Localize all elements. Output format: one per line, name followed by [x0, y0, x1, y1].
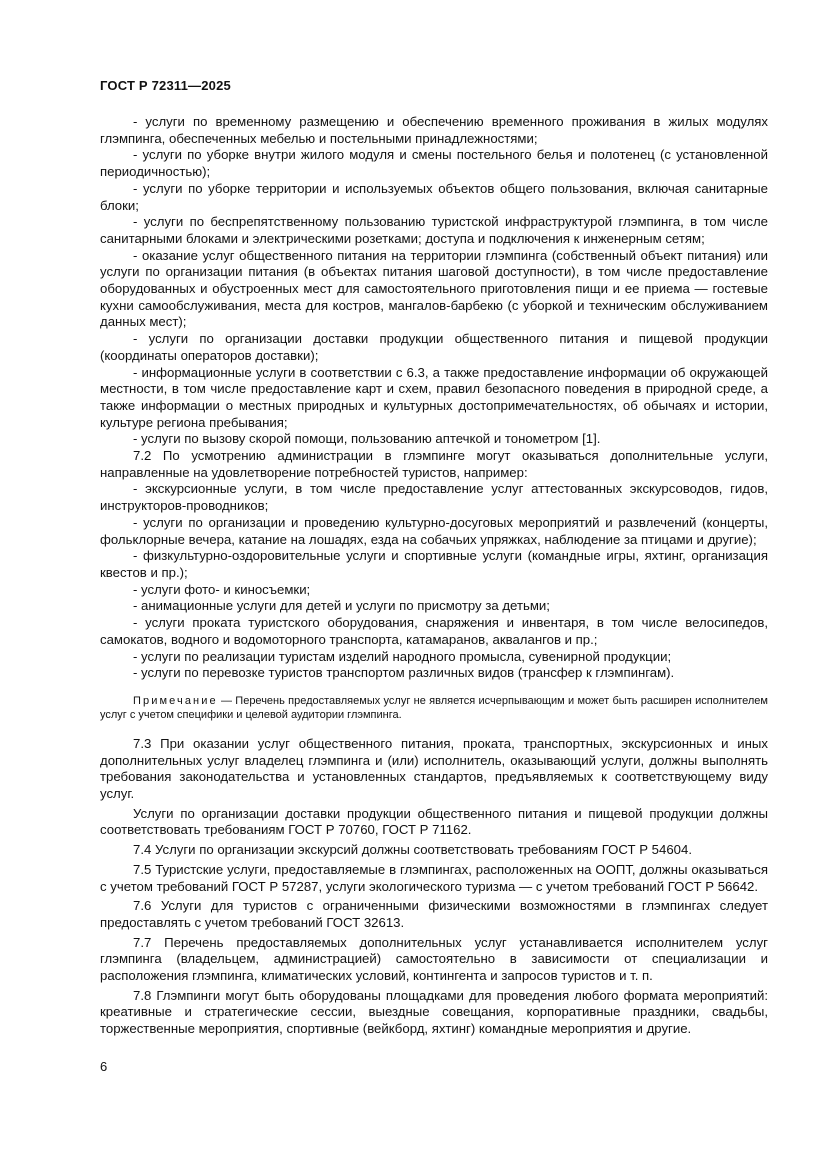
list-item: - услуги по беспрепятственному пользованию туристской инфраструктурой глэмпинга, в том числе санитарными блоками и электрическими розетками; доступа и подключения к инженерным сетям;	[100, 214, 768, 246]
list-item: - информационные услуги в соответствии с 6.3, а также предоставление информации об окружающей местности, в том числе предоставление карт и схем, правил безопасного поведения в природной среде, а также информации о местных природных и культурных достопримечательностях, об обычаях и истории, культуре региона пребывания;	[100, 364, 768, 430]
list-item: - услуги по уборке внутри жилого модуля и смены постельного белья и полотенец (с установленной периодичностью);	[100, 147, 768, 180]
list-item: - услуги по перевозке туристов транспортом различных видов (трансфер к глэмпингам).	[133, 665, 675, 681]
section-7-8-paragraph: 7.8 Глэмпинги могут быть оборудованы площадками для проведения любого формата мероприятий: креативные и стратегические сессии, выездные совещания, корпоративные праздники, свадьбы, торжественные мероприятия, спортивные (вейкборд, яхтинг) командные мероприятия и другие.	[100, 987, 768, 1037]
list-item: - услуги проката туристского оборудования, снаряжения и инвентаря, в том числе велосипедов, самокатов, водного и водомоторного транспорта, катамаранов, аквалангов и пр.;	[100, 615, 768, 647]
list-item: - услуги по организации и проведению культурно-досуговых мероприятий и развлечений (концерты, фольклорные вечера, катание на лошадях, езда на собачьих упряжках, наблюдение за птицами и другие);	[100, 514, 768, 547]
document-header: ГОСТ Р 72311—2025	[100, 78, 231, 93]
list-item: - услуги по временному размещению и обеспечению временного проживания в жилых модулях глэмпинга, обеспеченных мебелью и постельными принадлежностями;	[100, 114, 768, 146]
section-7-4-paragraph: 7.4 Услуги по организации экскурсий должны соответствовать требованиям ГОСТ Р 54604.	[133, 842, 692, 858]
list-item: - услуги по вызову скорой помощи, пользованию аптечкой и тонометром [1].	[133, 431, 601, 447]
document-body	[100, 114, 768, 1038]
note-block	[100, 694, 768, 723]
list-item: - анимационные услуги для детей и услуги по присмотру за детьми;	[133, 598, 550, 614]
list-item: - услуги по организации доставки продукции общественного питания и пищевой продукции (координаты операторов доставки);	[100, 331, 768, 363]
list-item: - оказание услуг общественного питания на территории глэмпинга (собственный объект питания) или услуги по организации питания (в объектах питания шаговой доступности), в том числе предоставление оборудованных и обустроенных мест для самостоятельного приготовления пищи и ее приема — гостевые кухни самообслуживания, места для костров, мангалов-барбекю (с уборкой и техническим обслуживанием данных мест);	[100, 247, 768, 330]
list-item: - услуги по реализации туристам изделий народного промысла, сувенирной продукции;	[133, 648, 672, 664]
note-label: Примечание	[133, 694, 218, 707]
page-number: 6	[100, 1059, 108, 1074]
list-item: - услуги фото- и киносъемки;	[133, 581, 311, 597]
note-text: — Перечень предоставляемых услуг не является исчерпывающим и может быть расширен исполнителем услуг с учетом специфики и целевой аудитории глэмпинга.	[100, 694, 768, 722]
list-item: - физкультурно-оздоровительные услуги и спортивные услуги (командные игры, яхтинг, организация квестов и пр.);	[100, 548, 768, 580]
section-7-7-paragraph: 7.7 Перечень предоставляемых дополнительных услуг устанавливается исполнителем услуг глэмпинга (владельцем, администрацией) самостоятельно в зависимости от специализации и расположения глэмпинга, климатических условий, контингента и запросов туристов и т. п.	[100, 934, 768, 984]
delivery-paragraph: Услуги по организации доставки продукции общественного питания и пищевой продукции должны соответствовать требованиям ГОСТ Р 70760, ГОСТ Р 71162.	[100, 805, 768, 838]
list-item: - экскурсионные услуги, в том числе предоставление услуг аттестованных экскурсоводов, гидов, инструкторов-проводников;	[100, 481, 768, 514]
section-7-3-paragraph: 7.3 При оказании услуг общественного питания, проката, транспортных, экскурсионных и иных дополнительных услуг владелец глэмпинга и (или) исполнитель, оказывающий услуги, должны выполнять требования законодательства и установленных стандартов, предъявляемых к соответствующему виду услуг.	[100, 735, 768, 802]
section-7-6-paragraph: 7.6 Услуги для туристов с ограниченными физическими возможностями в глэмпингах следует предоставлять с учетом требований ГОСТ 32613.	[100, 898, 768, 930]
list-item: - услуги по уборке территории и используемых объектов общего пользования, включая санитарные блоки;	[100, 180, 768, 213]
section-7-5-paragraph: 7.5 Туристские услуги, предоставляемые в глэмпингах, расположенных на ООПТ, должны оказываться с учетом требований ГОСТ Р 57287, услуги экологического туризма — с учетом требований ГОСТ Р 56642.	[100, 861, 768, 894]
section-7-2-paragraph: 7.2 По усмотрению администрации в глэмпинге могут оказываться дополнительные услуги, направленные на удовлетворение потребностей туристов, например:	[100, 448, 768, 480]
